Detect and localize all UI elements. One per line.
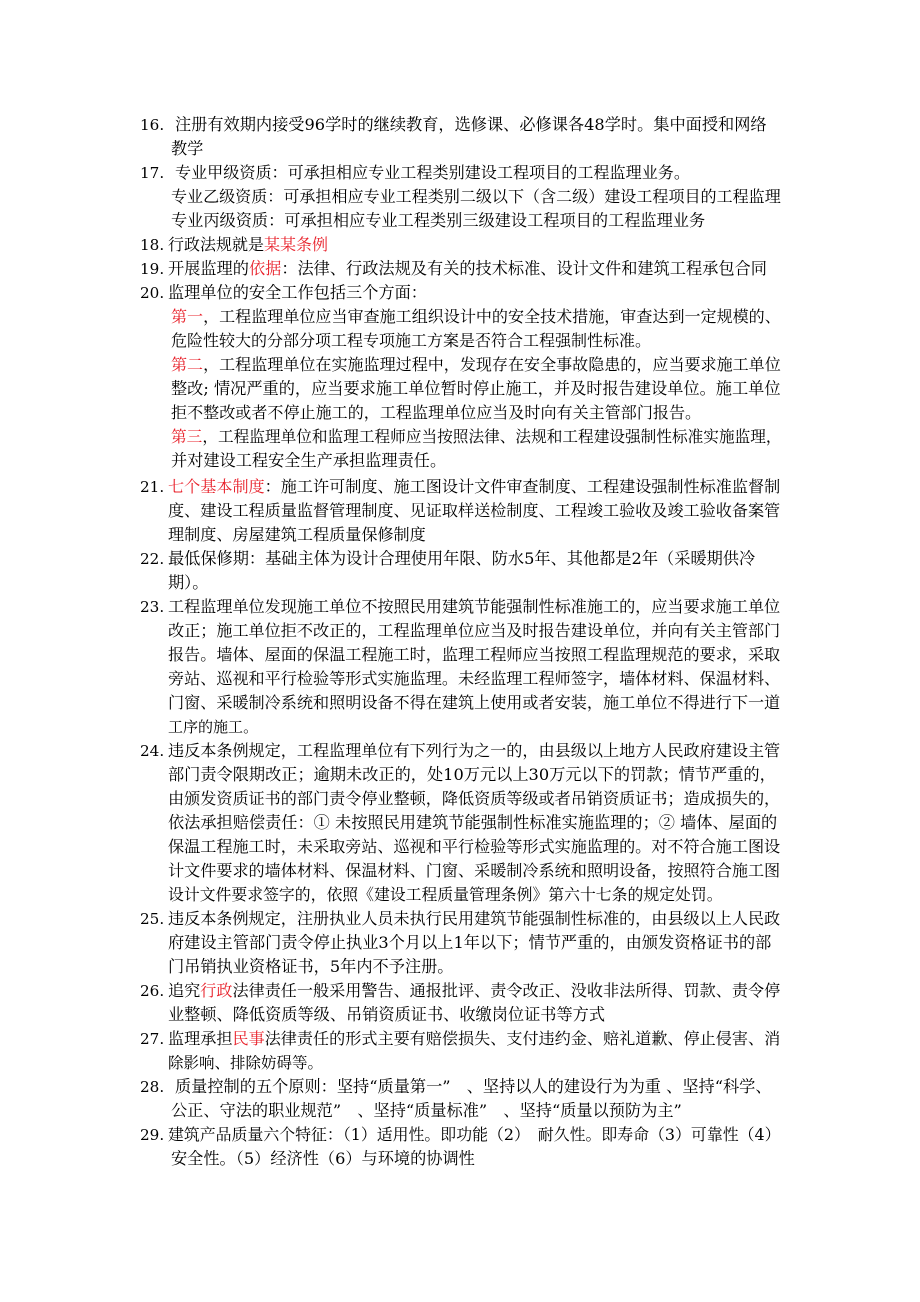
- text-line: [168, 257, 767, 281]
- text-segment: 旁站、巡视和平行检验等形式实施监理。未经监理工程师签字，墙体材料、保温材料、: [168, 669, 781, 688]
- item-number: 21.: [140, 478, 165, 496]
- text-segment: 建筑产品质量六个特征：（1）适用性。即功能（2） 耐久性。即寿命（3）可靠性（4）: [168, 1125, 781, 1144]
- text-line: [171, 1099, 682, 1123]
- text-line: [171, 425, 782, 449]
- text-segment: 拒不整改或者不停止施工的，工程监理单位应当及时向有关主管部门报告。: [171, 403, 702, 422]
- text-line: [168, 763, 776, 787]
- text-line: [175, 161, 690, 185]
- item-number: 27.: [140, 1030, 165, 1048]
- text-segment: ，工程监理单位和监理工程师应当按照法律、法规和工程建设强制性标准实施监理，: [202, 427, 782, 446]
- text-segment: 府建设主管部门责令停止执业3个月以上1年以下；情节严重的，由颁发资格证书的部: [168, 933, 772, 952]
- text-segment: 期）。: [168, 573, 209, 592]
- text-segment: 改正；施工单位拒不改正的，工程监理单位应当及时报告建设单位，并向有关主管部门: [168, 621, 781, 640]
- text-segment: 专业丙级资质：可承担相应专业工程类别三级建设工程项目的工程监理业务: [171, 211, 706, 230]
- text-segment: 门吊销执业资格证书，5年内不予注册。: [168, 957, 454, 976]
- text-segment: 并对建设工程安全生产承担监理责任。: [171, 451, 447, 470]
- text-segment: 整改; 情况严重的，应当要求施工单位暂时停止施工，并及时报告建设单位。施工单位: [171, 379, 781, 398]
- text-line: [171, 185, 781, 209]
- text-line: [168, 1027, 780, 1051]
- text-segment: 法律责任一般采用警告、通报批评、责令改正、没收非法所得、罚款、责令停: [232, 981, 781, 1000]
- text-segment: 质量控制的五个原则：坚持“质量第一” 、坚持以人的建设行为为重 、坚持“科学、: [175, 1077, 772, 1096]
- text-line: [168, 571, 208, 595]
- text-segment: 注册有效期内接受96学时的继续教育，选修课、必修课各48学时。集中面授和网络: [175, 115, 767, 134]
- text-line: [168, 835, 780, 859]
- text-segment: 计文件要求的墙体材料、保温材料、门窗、采暖制冷系统和照明设备，按照符合施工图: [168, 861, 781, 880]
- text-line: [168, 523, 426, 547]
- text-line: [168, 233, 328, 257]
- text-line: [171, 401, 701, 425]
- text-segment: 公正、守法的职业规范” 、坚持“质量标准” 、坚持“质量以预防为主”: [171, 1101, 682, 1120]
- text-segment: 违反本条例规定，注册执业人员未执行民用建筑节能强制性标准的，由县级以上人民政: [168, 909, 781, 928]
- text-line: [168, 547, 755, 571]
- text-line: [168, 1003, 605, 1027]
- item-number: 24.: [140, 742, 165, 760]
- text-segment: 门窗、采暖制冷系统和照明设备不得在建筑上使用或者安装，施工单位不得进行下一道: [168, 693, 781, 712]
- text-line: [171, 1147, 475, 1171]
- text-segment: 安全性。（5）经济性（6）与环境的协调性: [171, 1149, 475, 1168]
- text-segment: 专业甲级资质：可承担相应专业工程类别建设工程项目的工程监理业务。: [175, 163, 690, 182]
- text-segment: 工程监理单位发现施工单位不按照民用建筑节能强制性标准施工的，应当要求施工单位: [168, 597, 781, 616]
- text-line: [168, 955, 454, 979]
- text-segment: 追究: [168, 981, 201, 1000]
- text-line: [168, 859, 780, 883]
- item-number: 16.: [140, 116, 165, 134]
- highlighted-text: 依据: [248, 259, 282, 278]
- highlighted-text: 第二: [171, 355, 204, 374]
- text-segment: 度、建设工程质量监督管理制度、见证取样送检制度、工程竣工验收及竣工验收备案管: [168, 501, 781, 520]
- text-line: [168, 1051, 323, 1075]
- highlighted-text: 某某条例: [264, 235, 329, 254]
- text-segment: 工序的施工。: [168, 718, 259, 736]
- highlighted-text: 七个基本制度: [168, 477, 265, 496]
- text-line: [168, 787, 780, 811]
- text-segment: 违反本条例规定，工程监理单位有下列行为之一的，由县级以上地方人民政府建设主管: [168, 741, 781, 760]
- text-line: [175, 113, 767, 137]
- text-line: [168, 715, 258, 739]
- highlighted-text: 第三: [171, 427, 203, 446]
- item-number: 29.: [140, 1126, 165, 1144]
- item-number: 18.: [140, 236, 165, 254]
- item-number: 28.: [140, 1078, 165, 1096]
- text-segment: 依法承担赔偿责任：① 未按照民用建筑节能强制性标准实施监理的；② 墙体、屋面的: [168, 813, 778, 832]
- text-line: [171, 329, 651, 353]
- text-segment: 监理单位的安全工作包括三个方面：: [168, 283, 427, 302]
- item-number: 19.: [140, 260, 165, 278]
- text-line: [171, 209, 705, 233]
- text-segment: 设计文件要求签字的，依照《建设工程质量管理条例》第六十七条的规定处罚。: [168, 885, 723, 904]
- text-line: [171, 137, 203, 161]
- text-line: [168, 931, 771, 955]
- item-number: 26.: [140, 982, 165, 1000]
- text-segment: ，工程监理单位应当审查施工组织设计中的安全技术措施，审查达到一定规模的、: [203, 307, 781, 326]
- text-segment: ：施工许可制度、施工图设计文件审查制度、工程建设强制性标准监督制: [264, 477, 781, 496]
- text-segment: 法律责任的形式主要有赔偿损失、支付违约金、赔礼道歉、停止侵害、消: [264, 1029, 781, 1048]
- text-segment: 业整顿、降低资质等级、吊销资质证书、收缴岗位证书等方式: [168, 1005, 606, 1024]
- text-segment: ：法律、行政法规及有关的技术标准、设计文件和建筑工程承包合同: [281, 259, 767, 278]
- text-segment: 监理承担: [168, 1029, 233, 1048]
- text-line: [171, 305, 781, 329]
- text-segment: 开展监理的: [168, 259, 249, 278]
- text-segment: 由颁发资质证书的部门责令停业整顿，降低资质等级或者吊销资质证书；造成损失的，: [168, 789, 781, 808]
- text-line: [168, 643, 780, 667]
- text-segment: 报告。墙体、屋面的保温工程施工时，监理工程师应当按照工程监理规范的要求，采取: [168, 645, 781, 664]
- text-line: [168, 475, 780, 499]
- item-number: 23.: [140, 598, 165, 616]
- highlighted-text: 第一: [171, 307, 204, 326]
- highlighted-text: 民事: [232, 1029, 265, 1048]
- text-segment: 除影响、排除妨碍等。: [168, 1054, 324, 1072]
- text-segment: 危险性较大的分部分项工程专项施工方案是否符合工程强制性标准。: [171, 331, 652, 350]
- text-segment: 最低保修期：基础主体为设计合理使用年限、防水5年、其他都是2年（采暖期供冷: [168, 549, 756, 568]
- highlighted-text: 行政: [200, 981, 233, 1000]
- text-line: [168, 499, 780, 523]
- text-line: [171, 449, 446, 473]
- text-line: [171, 377, 781, 401]
- text-line: [168, 907, 780, 931]
- text-line: [168, 811, 777, 835]
- item-number: 17.: [140, 164, 165, 182]
- text-line: [168, 883, 723, 907]
- text-segment: ，工程监理单位在实施监理过程中，发现存在安全事故隐患的，应当要求施工单位: [203, 355, 781, 374]
- text-segment: 教学: [171, 139, 204, 158]
- text-line: [171, 353, 781, 377]
- text-line: [168, 619, 780, 643]
- text-line: [168, 979, 780, 1003]
- text-segment: 部门责令限期改正；逾期未改正的，处10万元以上30万元以下的罚款；情节严重的，: [168, 765, 776, 784]
- text-line: [168, 739, 780, 763]
- text-segment: 理制度、房屋建筑工程质量保修制度: [168, 525, 426, 544]
- text-line: [168, 595, 780, 619]
- text-line: [168, 281, 427, 305]
- item-number: 25.: [140, 910, 165, 928]
- text-segment: 保温工程施工时，未采取旁站、巡视和平行检验等形式实施监理的。对不符合施工图设: [168, 837, 781, 856]
- text-line: [175, 1075, 772, 1099]
- text-line: [168, 691, 780, 715]
- text-line: [168, 667, 780, 691]
- item-number: 22.: [140, 550, 165, 568]
- text-segment: 行政法规就是: [168, 235, 265, 254]
- text-segment: 专业乙级资质：可承担相应专业工程类别二级以下（含二级）建设工程项目的工程监理: [171, 187, 781, 206]
- text-line: [168, 1123, 781, 1147]
- item-number: 20.: [140, 284, 165, 302]
